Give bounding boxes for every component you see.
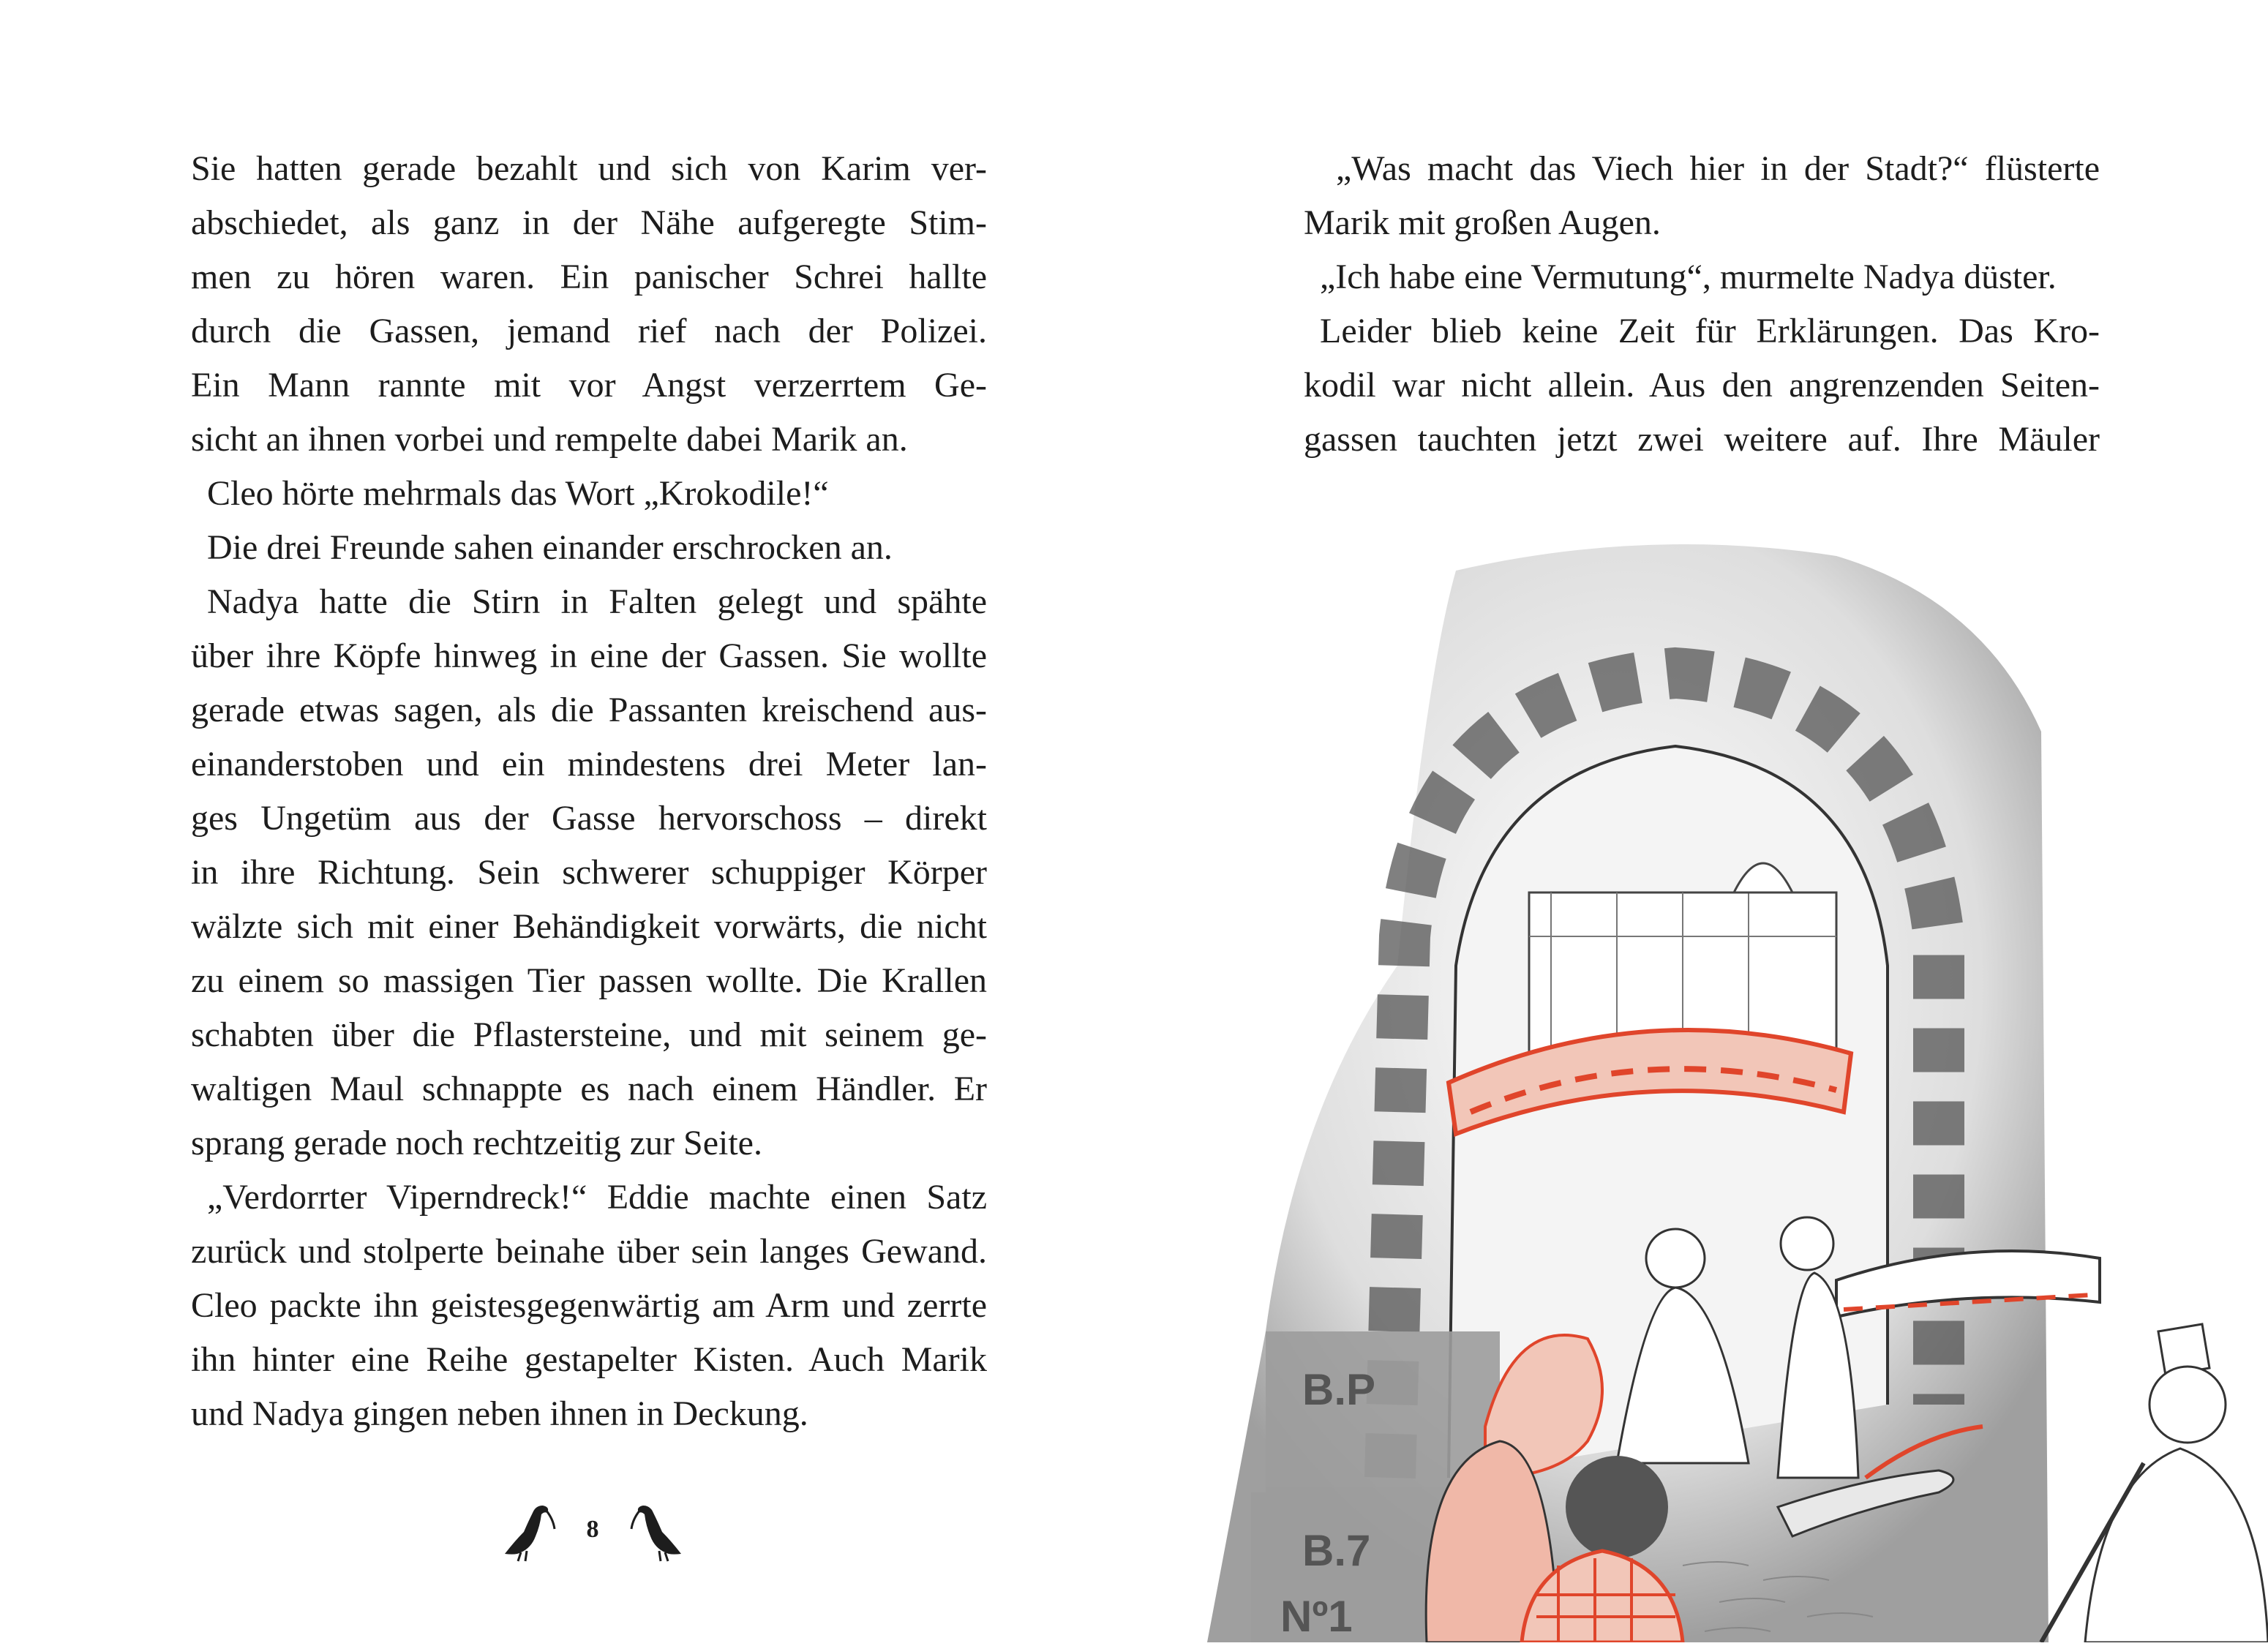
paragraph [1304,142,2100,250]
text-line: schabten über die Pflastersteine, und mit seinem ge- [191,1015,987,1054]
paragraph [191,1170,987,1441]
text-line: Cleo packte ihn geistesgegenwärtig am Arm und zerrte [191,1286,987,1325]
right-body-text [1304,142,2100,467]
text-line: men zu hören waren. Ein panischer Schrei hallte [191,258,987,296]
text-line: in ihre Richtung. Sein schwerer schuppiger Körper [191,853,987,892]
ibis-bird-icon [499,1497,557,1563]
page-number: 8 [586,1516,599,1543]
crate-label: B.7 [1302,1526,1371,1575]
text-line: kodil war nicht allein. Aus den angrenzenden Seiten- [1304,366,2100,405]
left-body-text [191,142,987,1441]
text-line: Marik mit großen Augen. [1304,203,1661,242]
text-line: waltigen Maul schnappte es nach einem Händler. Er [191,1070,987,1108]
text-line: zurück und stolperte beinahe über sein langes Gewand. [191,1232,987,1271]
paragraph [191,467,987,521]
text-line: ges Ungetüm aus der Gasse hervorschoss – direkt [191,799,987,838]
paragraph [191,142,987,467]
paragraph [1304,250,2100,304]
paragraph [191,575,987,1170]
text-line: Ein Mann rannte mit vor Angst verzerrtem Ge- [191,366,987,405]
page-footer [476,1497,710,1563]
crate-label: Nº1 [1280,1592,1353,1641]
ibis-bird-icon [628,1497,687,1563]
text-line: Die drei Freunde sahen einander erschrocken an. [207,528,893,567]
text-line: „Ich habe eine Vermutung“, murmelte Nadya düster. [1320,258,2057,296]
market-illustration [1207,527,2268,1642]
text-line: einanderstoben und ein mindestens drei Meter lan- [191,745,987,783]
text-line: gassen tauchten jetzt zwei weitere auf. Ihre Mäuler [1304,420,2100,459]
text-line: Sie hatten gerade bezahlt und sich von Karim ver- [191,149,987,188]
text-line: Cleo hörte mehrmals das Wort „Krokodile!“ [207,474,829,513]
crate-label: B.P [1302,1365,1376,1414]
text-line: und Nadya gingen neben ihnen in Deckung. [191,1394,808,1433]
text-line: zu einem so massigen Tier passen wollte. Die Krallen [191,961,987,1000]
text-line: wälzte sich mit einer Behändigkeit vorwärts, die nicht [191,907,987,946]
text-line: sicht an ihnen vorbei und rempelte dabei Marik an. [191,420,908,459]
text-line: sprang gerade noch rechtzeitig zur Seite. [191,1124,762,1162]
text-line: ihn hinter eine Reihe gestapelter Kisten. Auch Marik [191,1340,987,1379]
paragraph [191,521,987,575]
paragraph [1304,304,2100,467]
text-line: über ihre Köpfe hinweg in eine der Gassen. Sie wollte [191,636,987,675]
text-line: Nadya hatte die Stirn in Falten gelegt und spähte [207,582,987,621]
text-line: Leider blieb keine Zeit für Erklärungen. Das Kro- [1320,312,2100,350]
text-line: gerade etwas sagen, als die Passanten kreischend aus- [191,691,987,729]
left-page [0,0,1134,1642]
text-line: abschiedet, als ganz in der Nähe aufgeregte Stim- [191,203,987,242]
text-line: durch die Gassen, jemand rief nach der Polizei. [191,312,987,350]
text-line: „Was macht das Viech hier in der Stadt?“ flüsterte [1336,149,2100,188]
right-page [1134,0,2268,1642]
text-line: „Verdorrter Viperndreck!“ Eddie machte einen Satz [207,1178,987,1217]
